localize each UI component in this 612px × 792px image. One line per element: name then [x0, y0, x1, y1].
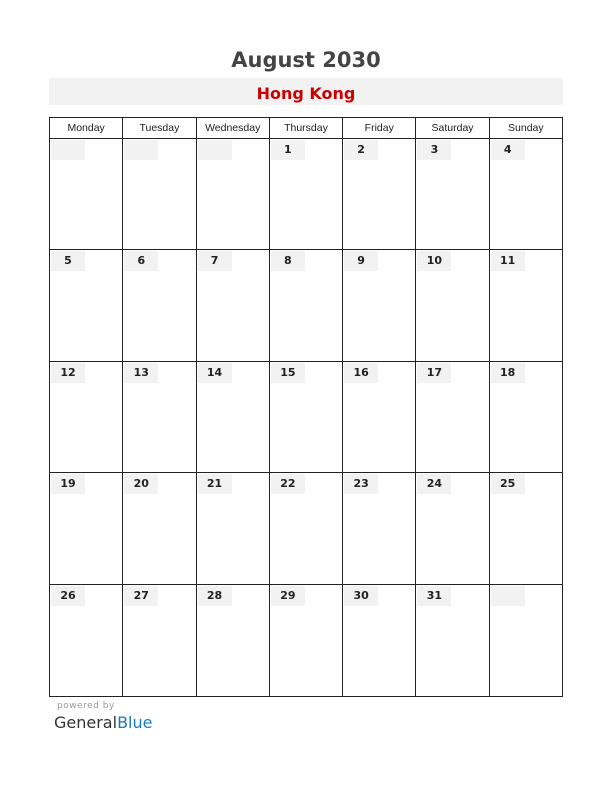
- date-number: 15: [271, 363, 305, 383]
- date-number: 19: [51, 474, 85, 494]
- day-cell: [123, 585, 196, 696]
- date-number: 26: [51, 586, 85, 606]
- week-row: [50, 473, 562, 584]
- calendar-grid: [49, 117, 563, 697]
- date-number: 27: [124, 586, 158, 606]
- date-number: 4: [491, 140, 525, 160]
- date-number: 6: [124, 251, 158, 271]
- weekday-thursday: Thursday: [270, 118, 343, 138]
- week-row: [50, 362, 562, 473]
- weekday-wednesday: Wednesday: [197, 118, 270, 138]
- date-number: 18: [491, 363, 525, 383]
- date-number: [51, 140, 85, 160]
- day-cell: [490, 362, 562, 472]
- day-cell: [123, 250, 196, 360]
- day-cell: [490, 250, 562, 360]
- day-cell: [50, 139, 123, 249]
- day-cell: [197, 585, 270, 696]
- day-cell: [416, 362, 489, 472]
- date-number: 22: [271, 474, 305, 494]
- day-cell: [197, 473, 270, 583]
- date-number: [124, 140, 158, 160]
- day-cell: [123, 362, 196, 472]
- day-cell: [270, 585, 343, 696]
- date-number: 12: [51, 363, 85, 383]
- region-subtitle: Hong Kong: [256, 84, 356, 103]
- day-cell: [50, 585, 123, 696]
- date-number: 31: [417, 586, 451, 606]
- date-number: [491, 586, 525, 606]
- brand-general: General: [54, 713, 118, 732]
- weekday-sunday: Sunday: [508, 122, 544, 134]
- day-cell: [50, 473, 123, 583]
- weekday-tuesday: Tuesday: [123, 118, 196, 138]
- day-cell: [270, 139, 343, 249]
- day-cell: [270, 473, 343, 583]
- day-cell: [197, 139, 270, 249]
- date-number: 5: [51, 251, 85, 271]
- day-cell: [416, 585, 489, 696]
- weekday-friday: Friday: [343, 118, 416, 138]
- day-cell: [343, 139, 416, 249]
- day-cell: [490, 585, 562, 696]
- date-number: 21: [198, 474, 232, 494]
- date-number: 3: [417, 140, 451, 160]
- day-cell: [416, 139, 489, 249]
- date-number: 29: [271, 586, 305, 606]
- date-number: [198, 140, 232, 160]
- day-cell: [343, 250, 416, 360]
- week-row: [50, 250, 562, 361]
- day-cell: [270, 362, 343, 472]
- day-cell: [123, 473, 196, 583]
- day-cell: [197, 362, 270, 472]
- weekday-saturday: Saturday: [416, 118, 489, 138]
- day-cell: [123, 139, 196, 249]
- weekday-monday: Monday: [50, 118, 123, 138]
- date-number: 2: [344, 140, 378, 160]
- day-cell: [416, 473, 489, 583]
- calendar-title: August 2030: [231, 48, 381, 72]
- day-cell: [490, 473, 562, 583]
- day-cell: [343, 585, 416, 696]
- day-cell: [270, 250, 343, 360]
- day-cell: [490, 139, 562, 249]
- date-number: 23: [344, 474, 378, 494]
- week-row: [50, 585, 562, 696]
- date-number: 1: [271, 140, 305, 160]
- date-number: 11: [491, 251, 525, 271]
- brand-blue: Blue: [117, 713, 153, 732]
- brand-logo[interactable]: [54, 713, 152, 732]
- date-number: 13: [124, 363, 158, 383]
- day-cell: [343, 362, 416, 472]
- date-number: 16: [344, 363, 378, 383]
- date-number: 7: [198, 251, 232, 271]
- date-number: 25: [491, 474, 525, 494]
- date-number: 24: [417, 474, 451, 494]
- date-number: 14: [198, 363, 232, 383]
- date-number: 8: [271, 251, 305, 271]
- date-number: 20: [124, 474, 158, 494]
- day-cell: [197, 250, 270, 360]
- date-number: 30: [344, 586, 378, 606]
- day-cell: [50, 362, 123, 472]
- weekday-header-row: [50, 118, 562, 139]
- powered-by-label: powered by: [57, 701, 115, 711]
- day-cell: [343, 473, 416, 583]
- day-cell: [50, 250, 123, 360]
- week-row: [50, 139, 562, 250]
- date-number: 17: [417, 363, 451, 383]
- day-cell: [416, 250, 489, 360]
- date-number: 28: [198, 586, 232, 606]
- date-number: 10: [417, 251, 451, 271]
- date-number: 9: [344, 251, 378, 271]
